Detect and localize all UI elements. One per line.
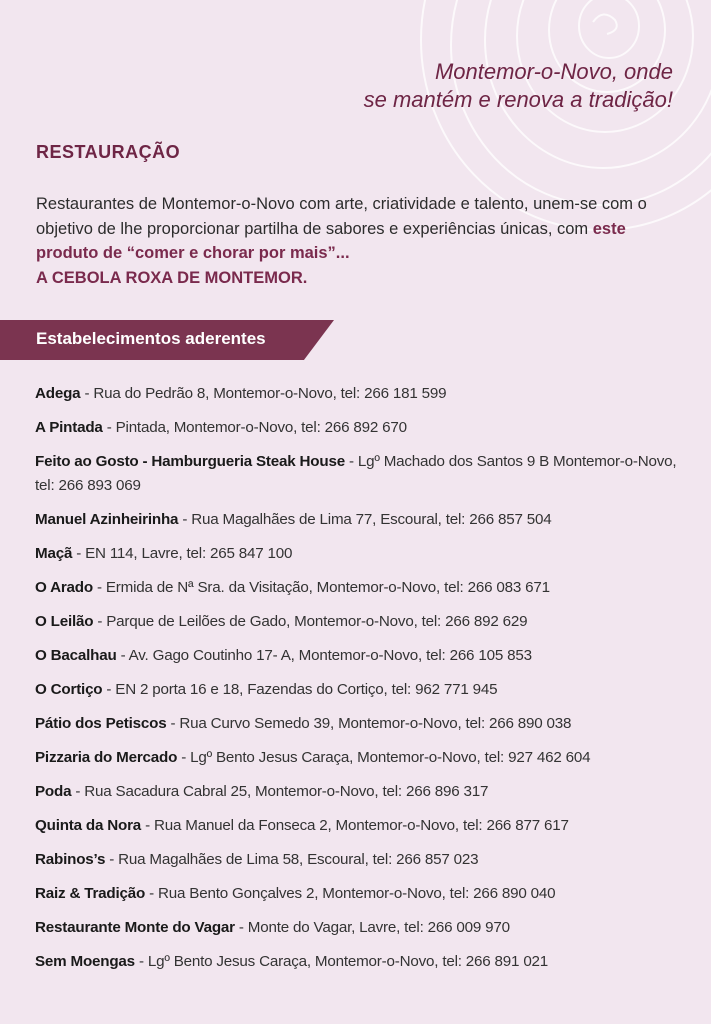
establishment-name: Maçã [35,545,73,562]
establishment-details: - Monte do Vagar, Lavre, tel: 266 009 970 [234,919,510,936]
list-item [35,678,695,702]
establishment-details: - Parque de Leilões de Gado, Montemor-o-Novo, tel: 266 892 629 [93,613,528,630]
tagline [364,58,673,114]
establishment-name: Pátio dos Petiscos [35,715,167,732]
establishment-name: Pizzaria do Mercado [35,749,178,766]
establishment-details: - EN 2 porta 16 e 18, Fazendas do Cortiço, tel: 962 771 945 [102,681,498,698]
establishment-details: - Rua Magalhães de Lima 77, Escoural, tel: 266 857 504 [178,511,552,528]
list-item [35,416,695,440]
establishment-details: - Ermida de Nª Sra. da Visitação, Montemor-o-Novo, tel: 266 083 671 [92,579,550,596]
list-item [35,848,695,872]
establishment-details: - Lgº Bento Jesus Caraça, Montemor-o-Novo, tel: 927 462 604 [177,749,591,766]
establishment-details: - Rua Bento Gonçalves 2, Montemor-o-Novo, tel: 266 890 040 [145,885,556,902]
establishment-name: Adega [35,385,81,402]
list-item [35,746,695,770]
establishment-name: Quinta da Nora [35,817,142,834]
banner-label: Estabelecimentos aderentes [36,329,266,348]
tagline-line-2: se mantém e renova a tradição! [363,87,673,112]
establishment-name: Raiz & Tradição [35,885,146,902]
list-item [35,814,695,838]
list-item [35,542,695,566]
list-item [35,712,695,736]
establishment-details: - Rua do Pedrão 8, Montemor-o-Novo, tel: 266 181 599 [80,385,447,402]
establishment-name: O Bacalhau [35,647,117,664]
establishment-name: Feito ao Gosto - Hamburgueria Steak House [35,453,345,470]
intro-highlight: este produto de “comer e chorar por mais”... [36,219,626,262]
establishment-name: Restaurante Monte do Vagar [35,919,235,936]
establishment-name: O Cortiço [35,681,103,698]
establishment-name: Poda [35,783,72,800]
list-item [35,576,695,600]
list-item [35,610,695,634]
list-item [35,508,695,532]
establishment-details: - Rua Curvo Semedo 39, Montemor-o-Novo, tel: 266 890 038 [166,715,572,732]
establishment-name: Rabinos’s [35,851,106,868]
intro-paragraph [36,192,656,290]
establishment-name: A Pintada [35,419,103,436]
establishment-details: - Rua Magalhães de Lima 58, Escoural, tel: 266 857 023 [105,851,479,868]
list-item [35,644,695,668]
list-item [35,450,695,498]
establishment-details: - Pintada, Montemor-o-Novo, tel: 266 892 670 [102,419,407,436]
establishment-name: Sem Moengas [35,953,135,970]
establishments-list [35,382,695,984]
list-item [35,882,695,906]
list-item [35,780,695,804]
establishment-name: O Arado [35,579,93,596]
intro-text: Restaurantes de Montemor-o-Novo com arte, criatividade e talento, unem-se com o objetivo de lhe proporcionar partilha de sabores e experiências únicas, com [36,195,647,238]
establishment-details: - Rua Manuel da Fonseca 2, Montemor-o-Novo, tel: 266 877 617 [141,817,569,834]
establishment-details: - Lgº Bento Jesus Caraça, Montemor-o-Novo, tel: 266 891 021 [134,953,549,970]
establishment-details: - Av. Gago Coutinho 17- A, Montemor-o-Novo, tel: 266 105 853 [116,647,532,664]
section-title: RESTAURAÇÃO [36,142,181,162]
establishment-name: O Leilão [35,613,94,630]
list-item [35,950,695,974]
establishment-details: - Lgº Machado dos Santos 9 B Montemor-o-Novo, tel: 266 893 069 [35,453,677,494]
list-item [35,916,695,940]
establishment-name: Manuel Azinheirinha [35,511,179,528]
tagline-line-1: Montemor-o-Novo, onde [434,59,673,84]
list-item [35,382,695,406]
intro-highlight-product: A CEBOLA ROXA DE MONTEMOR. [36,268,308,287]
establishment-details: - EN 114, Lavre, tel: 265 847 100 [72,545,293,562]
establishment-details: - Rua Sacadura Cabral 25, Montemor-o-Novo, tel: 266 896 317 [71,783,489,800]
